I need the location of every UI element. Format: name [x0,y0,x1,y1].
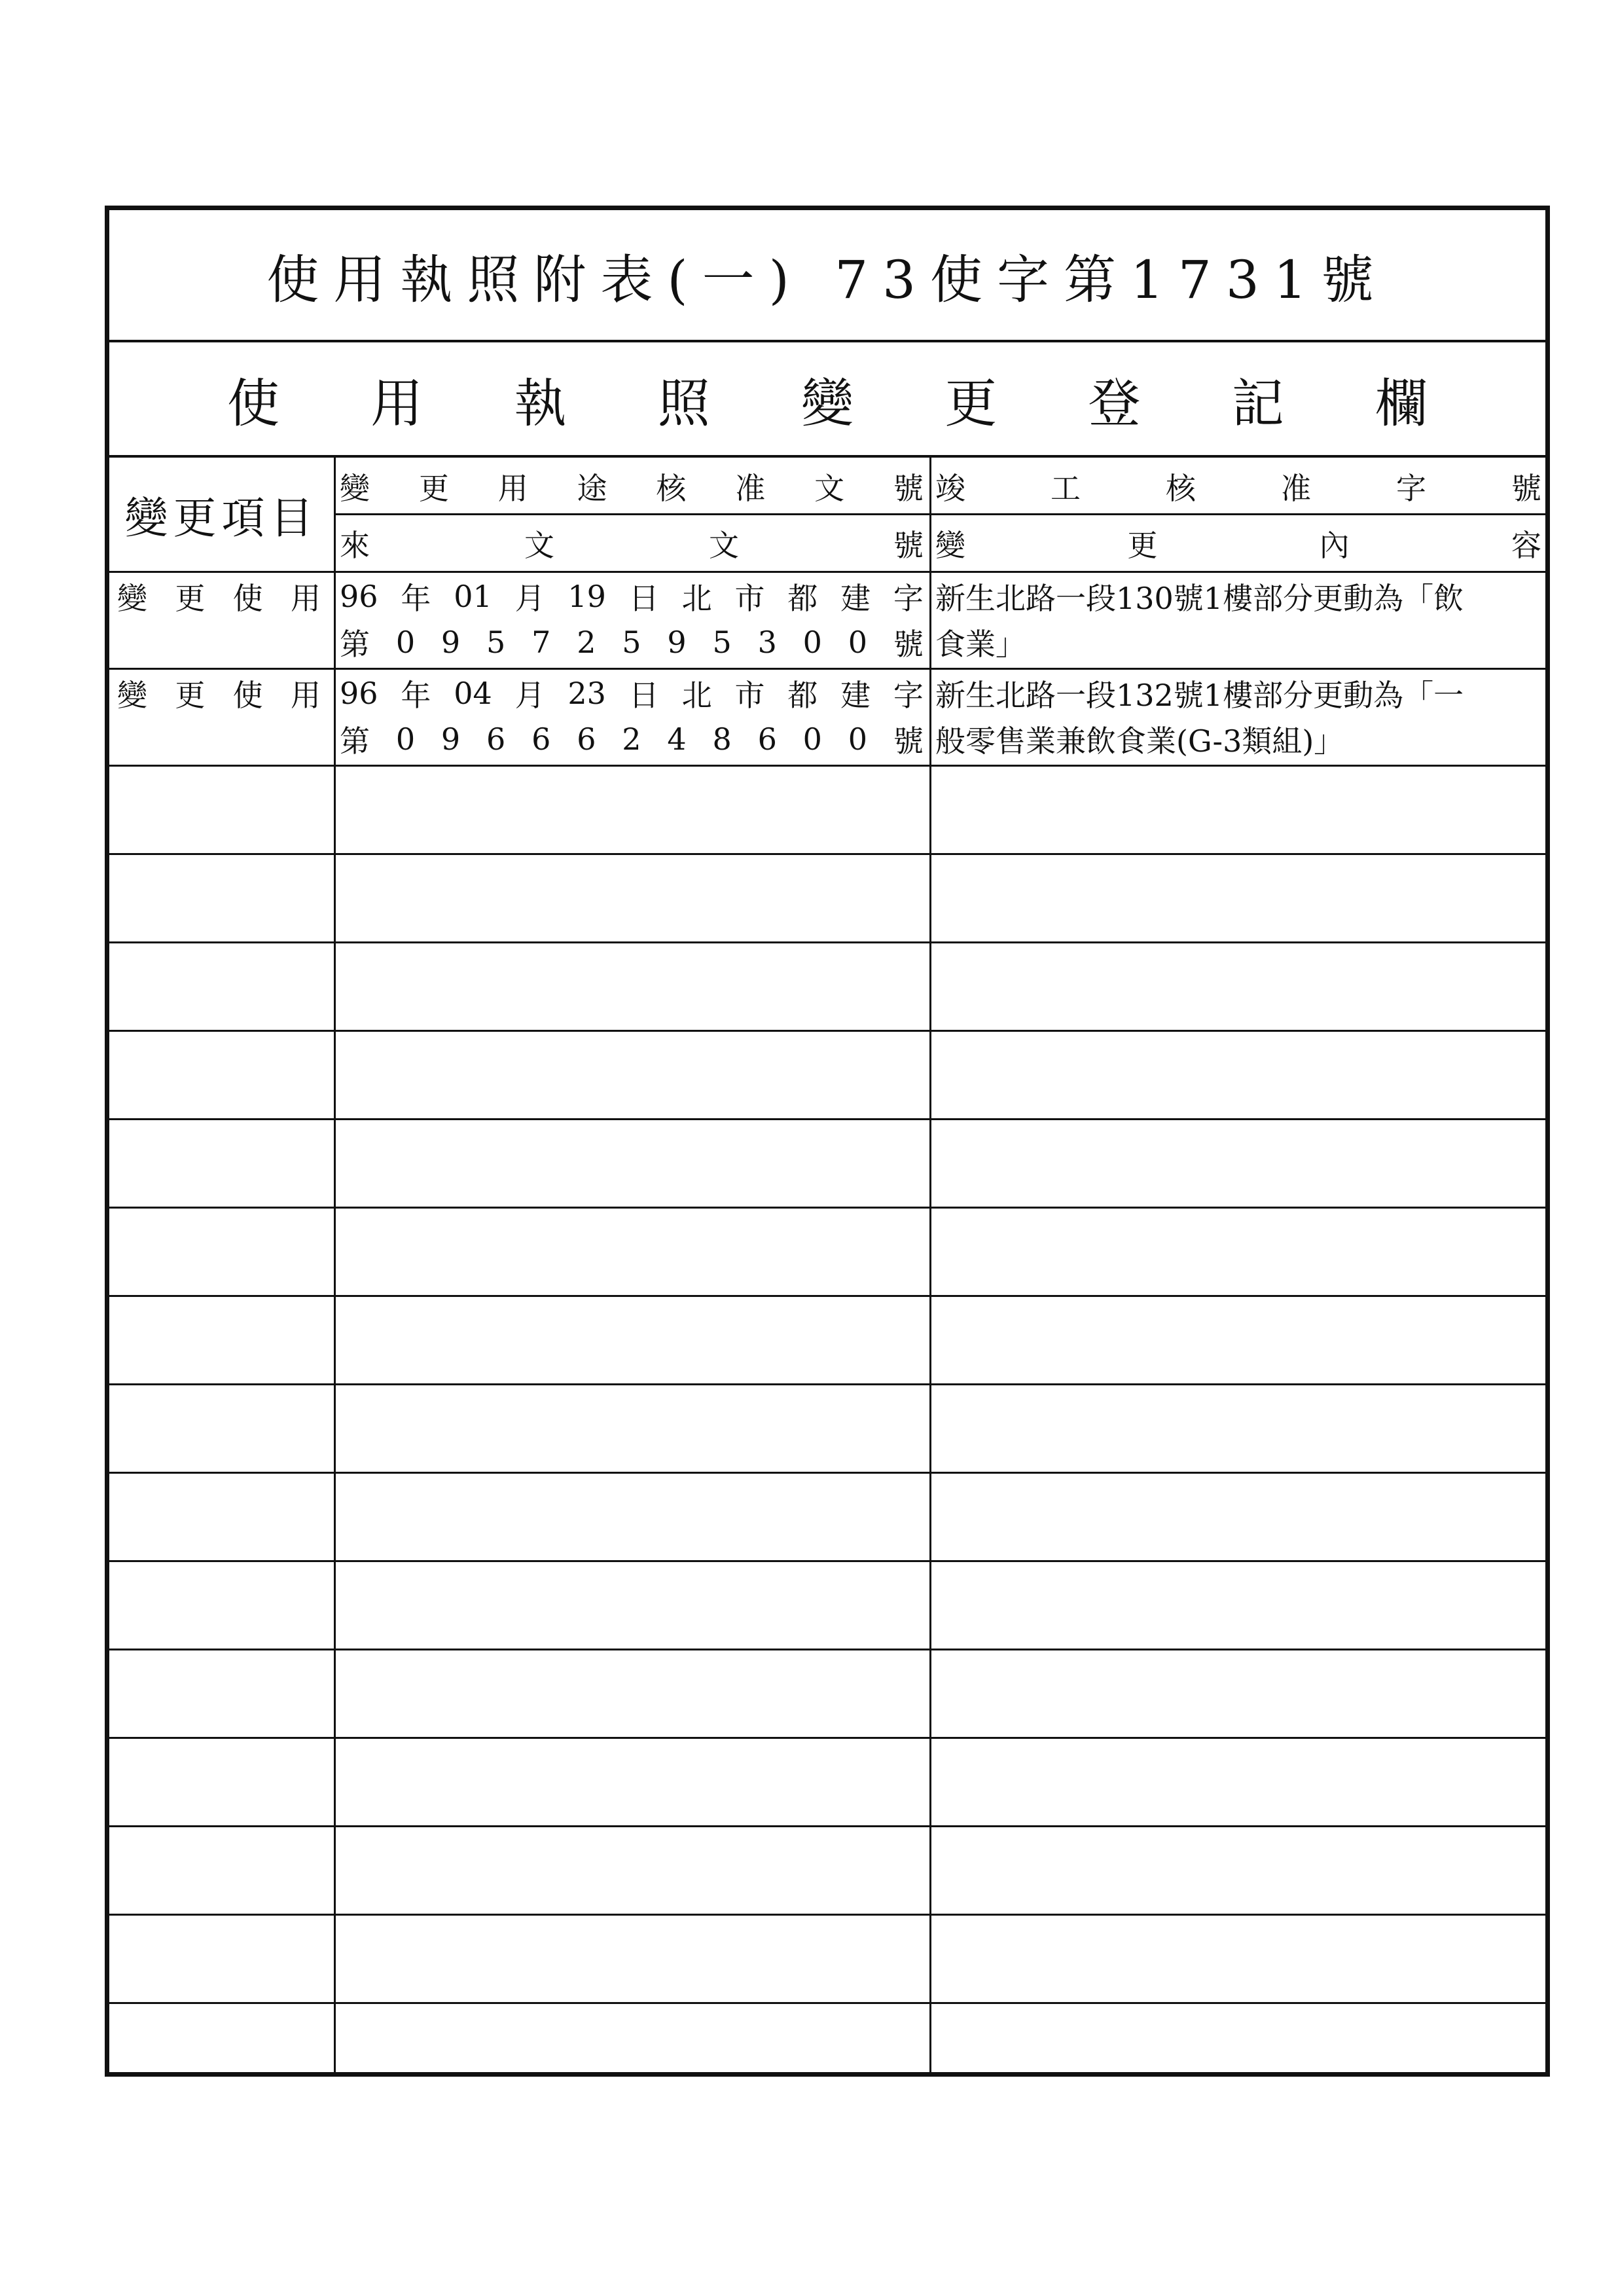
header-char: 變 [340,471,370,506]
row-content-line: 新生北路一段132號1樓部分更動為「一 [935,678,1464,713]
section-heading-char: 變 [801,373,854,434]
section-heading-char: 照 [657,373,710,434]
row-divider [109,1207,1545,1209]
row-doc-char: 年 [401,581,431,616]
header-document-number [336,515,927,571]
header-completion-number [931,460,1545,513]
row-doc-char: 3 [757,625,777,660]
row-doc-char: 0 [848,721,868,757]
row-doc-char: 市 [734,678,765,713]
row-doc-line [336,619,927,665]
row-doc-char: 04 [454,676,492,711]
row-doc-char: 0 [802,625,822,660]
row-doc-char: 9 [440,625,461,660]
row-doc-char: 96 [340,676,378,711]
header-char: 核 [1166,471,1196,506]
row-doc-char: 號 [893,627,924,662]
row-item-char: 更 [175,678,206,713]
row-doc-char: 0 [395,625,416,660]
row-doc-char: 號 [893,723,924,759]
row-doc-char: 年 [401,678,431,713]
row-item-char: 用 [290,678,321,713]
header-char: 號 [893,471,924,506]
row-doc-char: 6 [486,721,506,757]
row-content-line: 食業」 [935,627,1026,662]
row-doc-char: 2 [577,625,596,660]
header-char: 文 [709,527,739,563]
row-doc-char: 月 [514,581,545,616]
row-content-line: 般零售業兼飲食業(G-3類組)」 [935,723,1344,759]
row-doc-char: 0 [848,625,868,660]
section-heading-char: 用 [370,373,423,434]
row-doc-char: 字 [893,678,924,713]
row-divider [109,765,1545,767]
row-doc-char: 5 [712,625,732,660]
row-item-char: 使 [232,678,263,713]
section-heading [109,342,1545,458]
row-doc-char: 都 [787,581,818,616]
row-doc-char: 市 [734,581,765,616]
row-divider [109,941,1545,943]
row-item [109,670,334,716]
header-change-content [931,515,1545,571]
row-doc-char: 6 [757,721,777,757]
row-doc-char: 5 [486,625,506,660]
row-divider [109,1118,1545,1120]
header-char: 更 [418,471,449,506]
header-char: 准 [1281,471,1311,506]
row-doc-char: 5 [622,625,641,660]
header-char: 更 [1127,527,1158,563]
section-heading-char: 欄 [1375,373,1428,434]
row-doc-char: 6 [577,721,596,757]
row-doc-char: 8 [712,721,732,757]
header-char: 號 [1511,471,1541,506]
row-doc-char: 7 [531,625,551,660]
row-doc-line [336,574,927,619]
row-doc-char: 建 [840,678,871,713]
header-char: 容 [1511,527,1541,563]
header-approval-number [336,460,927,513]
row-doc-char: 第 [340,723,370,759]
row-doc-char: 第 [340,627,370,662]
row-item-char: 更 [175,581,206,616]
header-char: 號 [893,527,924,563]
row-divider [109,668,1545,670]
row-doc-char: 6 [531,721,551,757]
row-divider [109,1649,1545,1650]
row-divider [109,2002,1545,2004]
row-doc-char: 北 [681,678,712,713]
row-doc-char: 月 [514,678,545,713]
row-doc-char: 建 [840,581,871,616]
row-doc-char: 北 [681,581,712,616]
section-heading-char: 記 [1231,373,1284,434]
row-doc-char: 日 [628,678,659,713]
row-divider [109,1472,1545,1474]
header-change-item: 變更項目 [124,493,319,543]
header-char: 文 [814,471,845,506]
header-char: 變 [935,527,965,563]
row-item-char: 變 [117,678,147,713]
header-char: 用 [497,471,528,506]
section-heading-char: 更 [944,373,998,434]
row-doc-char: 96 [340,579,378,614]
row-doc-line [336,716,927,762]
row-doc-char: 2 [622,721,641,757]
row-doc-char: 01 [454,579,492,614]
section-heading-char: 執 [514,373,567,434]
header-bottom-line [109,571,1545,573]
header-char: 工 [1051,471,1081,506]
row-content-line: 新生北路一段130號1樓部分更動為「飲 [935,581,1464,616]
row-divider [109,853,1545,855]
row-doc-line [336,670,927,716]
row-item-char: 變 [117,581,147,616]
header-char: 內 [1319,527,1350,563]
header-char: 核 [656,471,687,506]
row-doc-char: 4 [667,721,687,757]
row-doc-char: 23 [567,676,606,711]
row-item [109,574,334,619]
section-heading-char: 登 [1088,373,1141,434]
row-divider [109,1737,1545,1739]
row-divider [109,1825,1545,1827]
header-char: 途 [577,471,607,506]
row-doc-char: 0 [802,721,822,757]
row-doc-char: 9 [667,625,687,660]
license-appendix-table [105,206,1550,2077]
header-char: 字 [1396,471,1426,506]
header-char: 文 [524,527,554,563]
row-divider [109,1383,1545,1385]
header-char: 竣 [935,471,965,506]
page-title: 使用執照附表(一) 73使字第1731號 [109,210,1545,342]
row-doc-char: 9 [440,721,461,757]
row-doc-char: 字 [893,581,924,616]
row-divider [109,1030,1545,1032]
row-item-char: 使 [232,581,263,616]
row-divider [109,1560,1545,1562]
header-char: 來 [340,527,370,563]
section-heading-char: 使 [227,373,279,434]
row-divider [109,1295,1545,1297]
row-doc-char: 19 [567,579,606,614]
row-divider [109,1914,1545,1916]
header-char: 准 [735,471,766,506]
row-doc-char: 0 [395,721,416,757]
row-item-char: 用 [290,581,321,616]
row-doc-char: 都 [787,678,818,713]
row-doc-char: 日 [628,581,659,616]
